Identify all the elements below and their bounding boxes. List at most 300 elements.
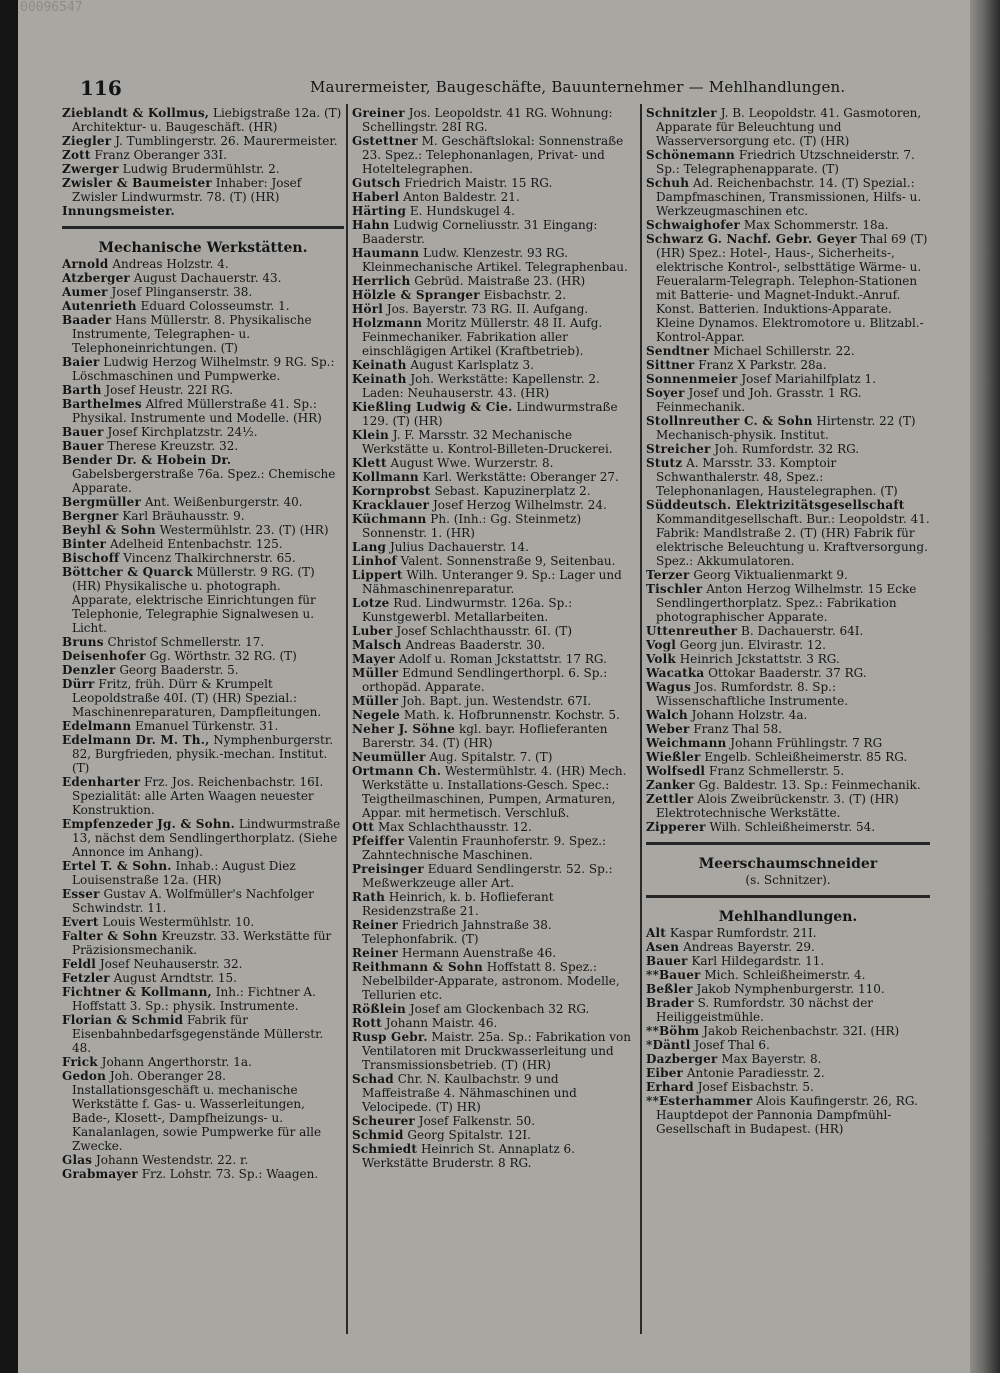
- directory-entry: [646, 792, 930, 820]
- directory-entry: [646, 372, 930, 386]
- entry-name: Erhard: [646, 1080, 694, 1094]
- entry-details: Thal 69 (T) (HR) Spez.: Hotel-, Haus-, Sicherheits-, elektrische Kontrol-, selbsttätige Wärme- u. Feueralarm-Telegraph. Telephon-Stationen mit Batterie- und Magnet-Indukt.-Anruf. Konst. Batterien. Induktions-Apparate. Kleine Dynamos. Elektromotore u. Blitzabl.-Kontrol-Appar.: [656, 232, 928, 344]
- column-3: [646, 106, 930, 1136]
- entry-details: Jos. Bayerstr. 73 RG. II. Aufgang.: [386, 302, 589, 316]
- directory-entry: [352, 862, 634, 890]
- directory-entry: [352, 246, 634, 274]
- entry-details: Georg Spitalstr. 12I.: [407, 1128, 531, 1142]
- entry-name: Uttenreuther: [646, 624, 738, 638]
- entry-details: August Wwe. Wurzerstr. 8.: [390, 456, 554, 470]
- directory-entry: [352, 274, 634, 288]
- entry-name: Florian & Schmid: [62, 1013, 184, 1027]
- entry-name: Schmid: [352, 1128, 404, 1142]
- entry-name: Streicher: [646, 442, 711, 456]
- directory-entry: [646, 996, 930, 1024]
- directory-entry: [646, 1052, 930, 1066]
- entry-details: Inhaber: Josef Zwisler Lindwurmstr. 78. (T) (HR): [72, 176, 302, 204]
- entry-details: Franz Oberanger 33I.: [94, 148, 227, 162]
- entry-name: Bergmüller: [62, 495, 141, 509]
- directory-entry: [352, 638, 634, 652]
- entry-details: Lindwurmstraße 129. (T) (HR): [362, 400, 618, 428]
- entry-details: August Dachauerstr. 43.: [133, 271, 282, 285]
- entry-name: Lang: [352, 540, 387, 554]
- entry-details: Friedrich Jahnstraße 38. Telephonfabrik. (T): [362, 918, 552, 946]
- entry-name: Arnold: [62, 257, 109, 271]
- entry-details: S. Rumfordstr. 30 nächst der Heiliggeistmühle.: [656, 996, 874, 1024]
- directory-entry: [646, 982, 930, 996]
- entry-name: Herrlich: [352, 274, 411, 288]
- directory-entry: [62, 383, 344, 397]
- entry-name: Härting: [352, 204, 407, 218]
- directory-entry: [62, 397, 344, 425]
- entry-name: Sonnenmeier: [646, 372, 738, 386]
- directory-entry: [352, 1072, 634, 1114]
- entry-name: Reithmann & Sohn: [352, 960, 483, 974]
- entry-name: Scheurer: [352, 1114, 415, 1128]
- entry-details: Johann Maistr. 46.: [385, 1016, 498, 1030]
- entry-details: Georg Viktualienmarkt 9.: [693, 568, 848, 582]
- directory-entry: [62, 299, 344, 313]
- directory-entry: [352, 218, 634, 246]
- entry-details: Rud. Lindwurmstr. 126a. Sp.: Kunstgewerbl. Metallarbeiten.: [362, 596, 573, 624]
- directory-entry: [352, 834, 634, 862]
- directory-entry: [352, 918, 634, 946]
- entry-details: Valentin Fraunhoferstr. 9. Spez.: Zahntechnische Maschinen.: [362, 834, 607, 862]
- entry-name: Gutsch: [352, 176, 401, 190]
- directory-entry: [62, 719, 344, 733]
- directory-entry: [62, 859, 344, 887]
- entry-name: Weber: [646, 722, 690, 736]
- entry-name: Beßler: [646, 982, 693, 996]
- entry-name: Sittner: [646, 358, 695, 372]
- entry-name: Barthelmes: [62, 397, 142, 411]
- entry-details: Jakob Nymphenburgerstr. 110.: [696, 982, 885, 996]
- entry-name: Böttcher & Quarck: [62, 565, 193, 579]
- directory-entry: [62, 148, 344, 162]
- directory-entry: [62, 313, 344, 355]
- directory-entry: [352, 960, 634, 1002]
- entry-details: Ph. (Inh.: Gg. Steinmetz) Sonnenstr. 1. (HR): [362, 512, 582, 540]
- directory-entry: [352, 498, 634, 512]
- directory-entry: [62, 439, 344, 453]
- section-subtitle: (s. Schnitzer).: [745, 873, 831, 887]
- entry-name: Baier: [62, 355, 100, 369]
- directory-entry: [352, 400, 634, 428]
- directory-entry: [62, 495, 344, 509]
- entry-details: Josef Schlachthausstr. 6I. (T): [396, 624, 572, 638]
- directory-entry: [62, 551, 344, 565]
- directory-entry: [352, 820, 634, 834]
- entry-details: Joh. Oberanger 28. Installationsgeschäft u. mechanische Werkstätte f. Gas- u. Wasserleitungen, Bade-, Klosett-, Dampfheizungs- u. Kanalanlagen, sowie Pumpwerke für alle Zwecke.: [72, 1069, 322, 1153]
- entry-details: Westermühlstr. 4. (HR) Mech. Werkstätte u. Installations-Gesch. Spec.: Teigtheilmaschinen, Pumpen, Armaturen, Appar. mit hermetisch. Verschluß.: [362, 764, 627, 820]
- entry-name: Zott: [62, 148, 91, 162]
- entry-details: Johann Westendstr. 22. r.: [95, 1153, 249, 1167]
- entry-details: Gabelsbergerstraße 76a. Spez.: Chemische Apparate.: [72, 467, 336, 495]
- directory-entry: [646, 638, 930, 652]
- directory-entry: [352, 708, 634, 722]
- entry-name: Schwarz G. Nachf. Gebr. Geyer: [646, 232, 857, 246]
- page-number: 116: [80, 76, 122, 100]
- entry-details: Josef Eisbachstr. 5.: [697, 1080, 814, 1094]
- entry-details: Jakob Reichenbachstr. 32I. (HR): [703, 1024, 900, 1038]
- entry-details: Wilh. Unteranger 9. Sp.: Lager und Nähmaschinenreparatur.: [362, 568, 622, 596]
- entry-name: Hahn: [352, 218, 390, 232]
- directory-entry: [62, 204, 344, 218]
- section-title-mehlhandlungen: Mehlhandlungen.: [718, 909, 858, 925]
- column-1: [62, 106, 344, 1181]
- entry-name: Linhof: [352, 554, 397, 568]
- entry-name: Rath: [352, 890, 386, 904]
- entry-details: Inhab.: August Diez Louisenstraße 12a. (HR): [72, 859, 296, 887]
- entry-name: Schönemann: [646, 148, 735, 162]
- entry-name: Dazberger: [646, 1052, 718, 1066]
- entry-details: Franz Schmellerstr. 5.: [709, 764, 845, 778]
- directory-entry: [352, 652, 634, 666]
- directory-entry: [646, 386, 930, 414]
- entry-name: Keinath: [352, 372, 407, 386]
- directory-entry: [62, 915, 344, 929]
- directory-entry: [62, 285, 344, 299]
- entry-name: Volk: [646, 652, 676, 666]
- column-2-entries: [352, 106, 634, 1170]
- directory-entry: [62, 817, 344, 859]
- scan-id: 00096547: [20, 0, 83, 15]
- entry-details: Josef am Glockenbach 32 RG.: [409, 1002, 590, 1016]
- directory-entry: [62, 1153, 344, 1167]
- entry-name: Empfenzeder Jg. & Sohn.: [62, 817, 236, 831]
- entry-name: Schwaighofer: [646, 218, 740, 232]
- column-divider: [346, 104, 348, 1334]
- entry-details: Therese Kreuzstr. 32.: [107, 439, 239, 453]
- entry-details: Valent. Sonnenstraße 9, Seitenbau.: [400, 554, 616, 568]
- entry-name: Walch: [646, 708, 688, 722]
- directory-entry: [646, 148, 930, 176]
- column-2: [352, 106, 634, 1170]
- entry-name: Zettler: [646, 792, 694, 806]
- entry-details: Ottokar Baaderstr. 37 RG.: [708, 666, 867, 680]
- entry-name: Barth: [62, 383, 102, 397]
- entry-name: Rott: [352, 1016, 382, 1030]
- directory-entry: [62, 509, 344, 523]
- entry-name: **Esterhammer: [646, 1094, 753, 1108]
- directory-entry: [352, 750, 634, 764]
- entry-details: J. F. Marsstr. 32 Mechanische Werkstätte u. Kontrol-Billeten-Druckerei.: [362, 428, 613, 456]
- entry-details: Gustav A. Wolfmüller's Nachfolger Schwindstr. 11.: [72, 887, 314, 915]
- entry-details: August Arndtstr. 15.: [113, 971, 237, 985]
- entry-details: Johann Angerthorstr. 1a.: [101, 1055, 252, 1069]
- directory-entry: [62, 929, 344, 957]
- entry-details: J. Tumblingerstr. 26. Maurermeister.: [115, 134, 338, 148]
- directory-entry: [352, 134, 634, 176]
- entry-name: Schad: [352, 1072, 394, 1086]
- entry-name: **Böhm: [646, 1024, 700, 1038]
- entry-details: Joh. Bapt. jun. Westendstr. 67I.: [402, 694, 592, 708]
- entry-details: Karl Bräuhausstr. 9.: [122, 509, 245, 523]
- entry-details: Max Bayerstr. 8.: [721, 1052, 822, 1066]
- entry-name: Weichmann: [646, 736, 727, 750]
- directory-entry: [646, 736, 930, 750]
- directory-entry: [62, 957, 344, 971]
- entry-details: Ludwig Corneliusstr. 31 Eingang: Baaderstr.: [362, 218, 598, 246]
- entry-name: Glas: [62, 1153, 93, 1167]
- directory-entry: [62, 453, 344, 495]
- directory-entry: [62, 537, 344, 551]
- directory-entry: [352, 596, 634, 624]
- entry-details: Max Schlachthausstr. 12.: [377, 820, 532, 834]
- entry-name: *Däntl: [646, 1038, 691, 1052]
- directory-entry: [646, 1024, 930, 1038]
- entry-details: Georg jun. Elvirastr. 12.: [679, 638, 826, 652]
- directory-entry: [62, 162, 344, 176]
- directory-entry: [352, 204, 634, 218]
- entry-name: Hölzle & Spranger: [352, 288, 480, 302]
- entry-details: Ludwig Herzog Wilhelmstr. 9 RG. Sp.: Löschmaschinen und Pumpwerke.: [72, 355, 335, 383]
- entry-name: Beyhl & Sohn: [62, 523, 156, 537]
- directory-entry: [352, 358, 634, 372]
- entry-details: Josef Plinganserstr. 38.: [111, 285, 253, 299]
- directory-entry: [352, 568, 634, 596]
- entry-details: Westermühlstr. 23. (T) (HR): [159, 523, 329, 537]
- entry-details: Heinrich Jckstattstr. 3 RG.: [679, 652, 840, 666]
- entry-name: Autenrieth: [62, 299, 137, 313]
- entry-details: Müllerstr. 9 RG. (T) (HR) Physikalische u. photograph. Apparate, elektrische Einrichtungen für Telephonie, Telegraphie Signalwesen u. Licht.: [72, 565, 316, 635]
- directory-entry: [646, 582, 930, 624]
- entry-details: Josef Mariahilfplatz 1.: [741, 372, 877, 386]
- section-rule: [62, 226, 344, 229]
- column-3-entries: [646, 106, 930, 834]
- entry-name: Holzmann: [352, 316, 423, 330]
- directory-entry: [646, 344, 930, 358]
- entry-name: Eiber: [646, 1066, 684, 1080]
- directory-entry: [352, 666, 634, 694]
- entry-name: Innungsmeister.: [62, 204, 175, 218]
- page-header: [80, 76, 970, 102]
- directory-entry: [646, 778, 930, 792]
- entry-details: Julius Dachauerstr. 14.: [389, 540, 529, 554]
- section-rule: [646, 895, 930, 898]
- entry-name: Fichtner & Kollmann,: [62, 985, 212, 999]
- directory-entry: [62, 565, 344, 635]
- entry-name: Mayer: [352, 652, 395, 666]
- entry-name: Schnitzler: [646, 106, 717, 120]
- entry-details: Heinrich, k. b. Hoflieferant Residenzstraße 21.: [362, 890, 554, 918]
- entry-details: Kaspar Rumfordstr. 21I.: [669, 926, 817, 940]
- entry-name: Brader: [646, 996, 694, 1010]
- directory-entry: [352, 1002, 634, 1016]
- entry-details: Frz. Jos. Reichenbachstr. 16I. Spezialität: alle Arten Waagen neuester Konstruktion.: [72, 775, 324, 817]
- entry-name: Müller: [352, 666, 399, 680]
- entry-name: Dürr: [62, 677, 95, 691]
- entry-details: Andreas Baaderstr. 30.: [405, 638, 546, 652]
- entry-details: Moritz Müllerstr. 48 II. Aufg. Feinmechaniker. Fabrikation aller einschlägigen Artikel (Kraftbetrieb).: [362, 316, 603, 358]
- entry-details: August Karlsplatz 3.: [410, 358, 534, 372]
- entry-name: Aumer: [62, 285, 108, 299]
- directory-entry: [646, 940, 930, 954]
- entry-name: Edelmann Dr. M. Th.,: [62, 733, 210, 747]
- entry-name: Schmiedt: [352, 1142, 418, 1156]
- entry-name: Wolfsedl: [646, 764, 706, 778]
- directory-entry: [62, 635, 344, 649]
- entry-name: Küchmann: [352, 512, 427, 526]
- entry-name: Haberl: [352, 190, 400, 204]
- entry-details: Joh. Werkstätte: Kapellenstr. 2. Laden: Neuhauserstr. 43. (HR): [362, 372, 600, 400]
- entry-name: Neher J. Söhne: [352, 722, 456, 736]
- entry-details: Josef und Joh. Grasstr. 1 RG. Feinmechanik.: [656, 386, 862, 414]
- mehl-entries: [646, 926, 930, 1136]
- entry-details: Adelheid Entenbachstr. 125.: [109, 537, 283, 551]
- directory-entry: [646, 1080, 930, 1094]
- entry-name: Tischler: [646, 582, 703, 596]
- entry-details: Heinrich St. Annaplatz 6. Werkstätte Bruderstr. 8 RG.: [362, 1142, 575, 1170]
- entry-name: Evert: [62, 915, 99, 929]
- directory-entry: [352, 1030, 634, 1072]
- directory-entry: [62, 176, 344, 204]
- entry-name: Pfeiffer: [352, 834, 405, 848]
- entry-details: Josef Herzog Wilhelmstr. 24.: [433, 498, 607, 512]
- entry-details: Math. k. Hofbrunnenstr. Kochstr. 5.: [403, 708, 620, 722]
- directory-entry: [352, 372, 634, 400]
- directory-entry: [352, 722, 634, 750]
- entry-details: Chr. N. Kaulbachstr. 9 und Maffeistraße 4. Nähmaschinen und Velocipede. (T) HR): [362, 1072, 577, 1114]
- directory-entry: [62, 1069, 344, 1153]
- column-divider: [640, 104, 642, 1334]
- entry-name: Binter: [62, 537, 107, 551]
- entry-details: Josef Falkenstr. 50.: [418, 1114, 536, 1128]
- entry-details: Kommanditgesellschaft. Bur.: Leopoldstr. 41. Fabrik: Mandlstraße 2. (T) (HR) Fabrik für elektrische Beleuchtung u. Kraftversorgung. Spez.: Akkumulatoren.: [656, 512, 930, 568]
- directory-entry: [646, 708, 930, 722]
- entry-name: Keinath: [352, 358, 407, 372]
- directory-entry: [646, 926, 930, 940]
- entry-details: Hirtenstr. 22 (T) Mechanisch-physik. Institut.: [656, 414, 916, 442]
- entry-details: Jos. Leopoldstr. 41 RG. Wohnung: Schellingstr. 28I RG.: [362, 106, 613, 134]
- entry-details: Wilh. Schleißheimerstr. 54.: [709, 820, 876, 834]
- entry-name: Rusp Gebr.: [352, 1030, 428, 1044]
- entry-details: Mich. Schleißheimerstr. 4.: [704, 968, 866, 982]
- directory-entry: [352, 540, 634, 554]
- entry-details: Fabrik für Eisenbahnbedarfsgegenstände Müllerstr. 48.: [72, 1013, 324, 1055]
- entry-name: Zwerger: [62, 162, 119, 176]
- entry-name: Reiner: [352, 946, 399, 960]
- entry-name: Schuh: [646, 176, 690, 190]
- directory-entry: [352, 316, 634, 358]
- entry-name: Kießling Ludwig & Cie.: [352, 400, 513, 414]
- entry-details: Ad. Reichenbachstr. 14. (T) Spezial.: Dampfmaschinen, Transmissionen, Hilfs- u. Werkzeugmaschinen etc.: [656, 176, 922, 218]
- directory-entry: [646, 750, 930, 764]
- entry-name: Greiner: [352, 106, 405, 120]
- entry-name: Bruns: [62, 635, 104, 649]
- directory-entry: [352, 176, 634, 190]
- entry-name: Fetzler: [62, 971, 110, 985]
- directory-entry: [646, 624, 930, 638]
- entry-details: Frz. Lohstr. 73. Sp.: Waagen.: [141, 1167, 319, 1181]
- directory-entry: [646, 954, 930, 968]
- entry-name: Negele: [352, 708, 401, 722]
- entry-name: Zanker: [646, 778, 695, 792]
- directory-entry: [352, 1142, 634, 1170]
- entry-name: Soyer: [646, 386, 685, 400]
- directory-entry: [62, 1013, 344, 1055]
- directory-entry: [646, 176, 930, 218]
- entry-details: Gg. Wörthstr. 32 RG. (T): [149, 649, 297, 663]
- entry-details: Maistr. 25a. Sp.: Fabrikation von Ventilatoren mit Druckwasserleitung und Transmissionsbetrieb. (T) (HR): [362, 1030, 631, 1072]
- directory-entry: [352, 1016, 634, 1030]
- column-1-top-entries: [62, 106, 344, 218]
- entry-name: Luber: [352, 624, 393, 638]
- column-1-entries: [62, 257, 344, 1181]
- entry-details: Johann Holzstr. 4a.: [691, 708, 808, 722]
- entry-name: Alt: [646, 926, 667, 940]
- entry-details: Gg. Baldestr. 13. Sp.: Feinmechanik.: [698, 778, 921, 792]
- directory-entry: [62, 775, 344, 817]
- entry-name: Bender Dr. & Hobein Dr.: [62, 453, 232, 467]
- running-head: Maurermeister, Baugeschäfte, Bauunternehmer — Mehlhandlungen.: [310, 78, 846, 96]
- entry-details: E. Hundskugel 4.: [409, 204, 515, 218]
- entry-name: Rößlein: [352, 1002, 406, 1016]
- directory-entry: [646, 218, 930, 232]
- entry-details: Kreuzstr. 33. Werkstätte für Präzisionsmechanik.: [72, 929, 332, 957]
- entry-details: Fritz, früh. Dürr & Krumpelt Leopoldstraße 40I. (T) (HR) Spezial.: Maschinenreparaturen, Dampfleitungen.: [72, 677, 322, 719]
- entry-details: Friedrich Utzschneiderstr. 7. Sp.: Telegraphenapparate. (T): [656, 148, 915, 176]
- directory-entry: [646, 1038, 930, 1052]
- entry-details: Josef Heustr. 22I RG.: [105, 383, 234, 397]
- entry-details: Jos. Rumfordstr. 8. Sp.: Wissenschaftliche Instrumente.: [656, 680, 849, 708]
- entry-details: Ludwig Brudermühlstr. 2.: [122, 162, 280, 176]
- entry-name: Klein: [352, 428, 389, 442]
- entry-details: A. Marsstr. 33. Komptoir Schwanthalerstr. 48, Spez.: Telephonanlagen, Haustelegraphen. (T): [656, 456, 898, 498]
- directory-entry: [646, 442, 930, 456]
- entry-name: Zipperer: [646, 820, 706, 834]
- entry-details: Anton Herzog Wilhelmstr. 15 Ecke Sendlingerthorplatz. Spez.: Fabrikation photographischer Apparate.: [656, 582, 917, 624]
- entry-details: Edmund Sendlingerthorpl. 6. Sp.: orthopäd. Apparate.: [362, 666, 608, 694]
- directory-entry: [62, 523, 344, 537]
- directory-entry: [646, 232, 930, 344]
- entry-name: Kornprobst: [352, 484, 431, 498]
- directory-entry: [352, 456, 634, 470]
- entry-details: M. Geschäftslokal: Sonnenstraße 23. Spez.: Telephonanlagen, Privat- und Hoteltelegraphen.: [362, 134, 624, 176]
- directory-entry: [352, 470, 634, 484]
- entry-name: Edenharter: [62, 775, 141, 789]
- entry-name: Denzler: [62, 663, 116, 677]
- entry-name: Vogl: [646, 638, 676, 652]
- directory-entry: [352, 484, 634, 498]
- directory-entry: [62, 971, 344, 985]
- directory-entry: [352, 512, 634, 540]
- book-gutter: [970, 0, 1000, 1373]
- directory-entry: [62, 134, 344, 148]
- directory-entry: [352, 1128, 634, 1142]
- entry-name: Edelmann: [62, 719, 132, 733]
- directory-entry: [62, 663, 344, 677]
- directory-entry: [62, 649, 344, 663]
- entry-name: Asen: [646, 940, 680, 954]
- directory-entry: [646, 680, 930, 708]
- entry-details: Liebigstraße 12a. (T) Architektur- u. Baugeschäft. (HR): [72, 106, 342, 134]
- entry-name: Kracklauer: [352, 498, 430, 512]
- entry-name: Bauer: [646, 954, 688, 968]
- entry-name: Terzer: [646, 568, 690, 582]
- directory-entry: [62, 425, 344, 439]
- directory-entry: [646, 666, 930, 680]
- entry-details: Josef Kirchplatzstr. 24½.: [107, 425, 258, 439]
- entry-name: Ziegler: [62, 134, 112, 148]
- entry-details: Franz Thal 58.: [693, 722, 783, 736]
- entry-details: Franz X Parkstr. 28a.: [698, 358, 827, 372]
- entry-name: Lotze: [352, 596, 390, 610]
- entry-details: Sebast. Kapuzinerplatz 2.: [434, 484, 591, 498]
- entry-details: Ludw. Klenzestr. 93 RG. Kleinmechanische Artikel. Telegraphenbau.: [362, 246, 628, 274]
- directory-entry: [646, 568, 930, 582]
- entry-name: Müller: [352, 694, 399, 708]
